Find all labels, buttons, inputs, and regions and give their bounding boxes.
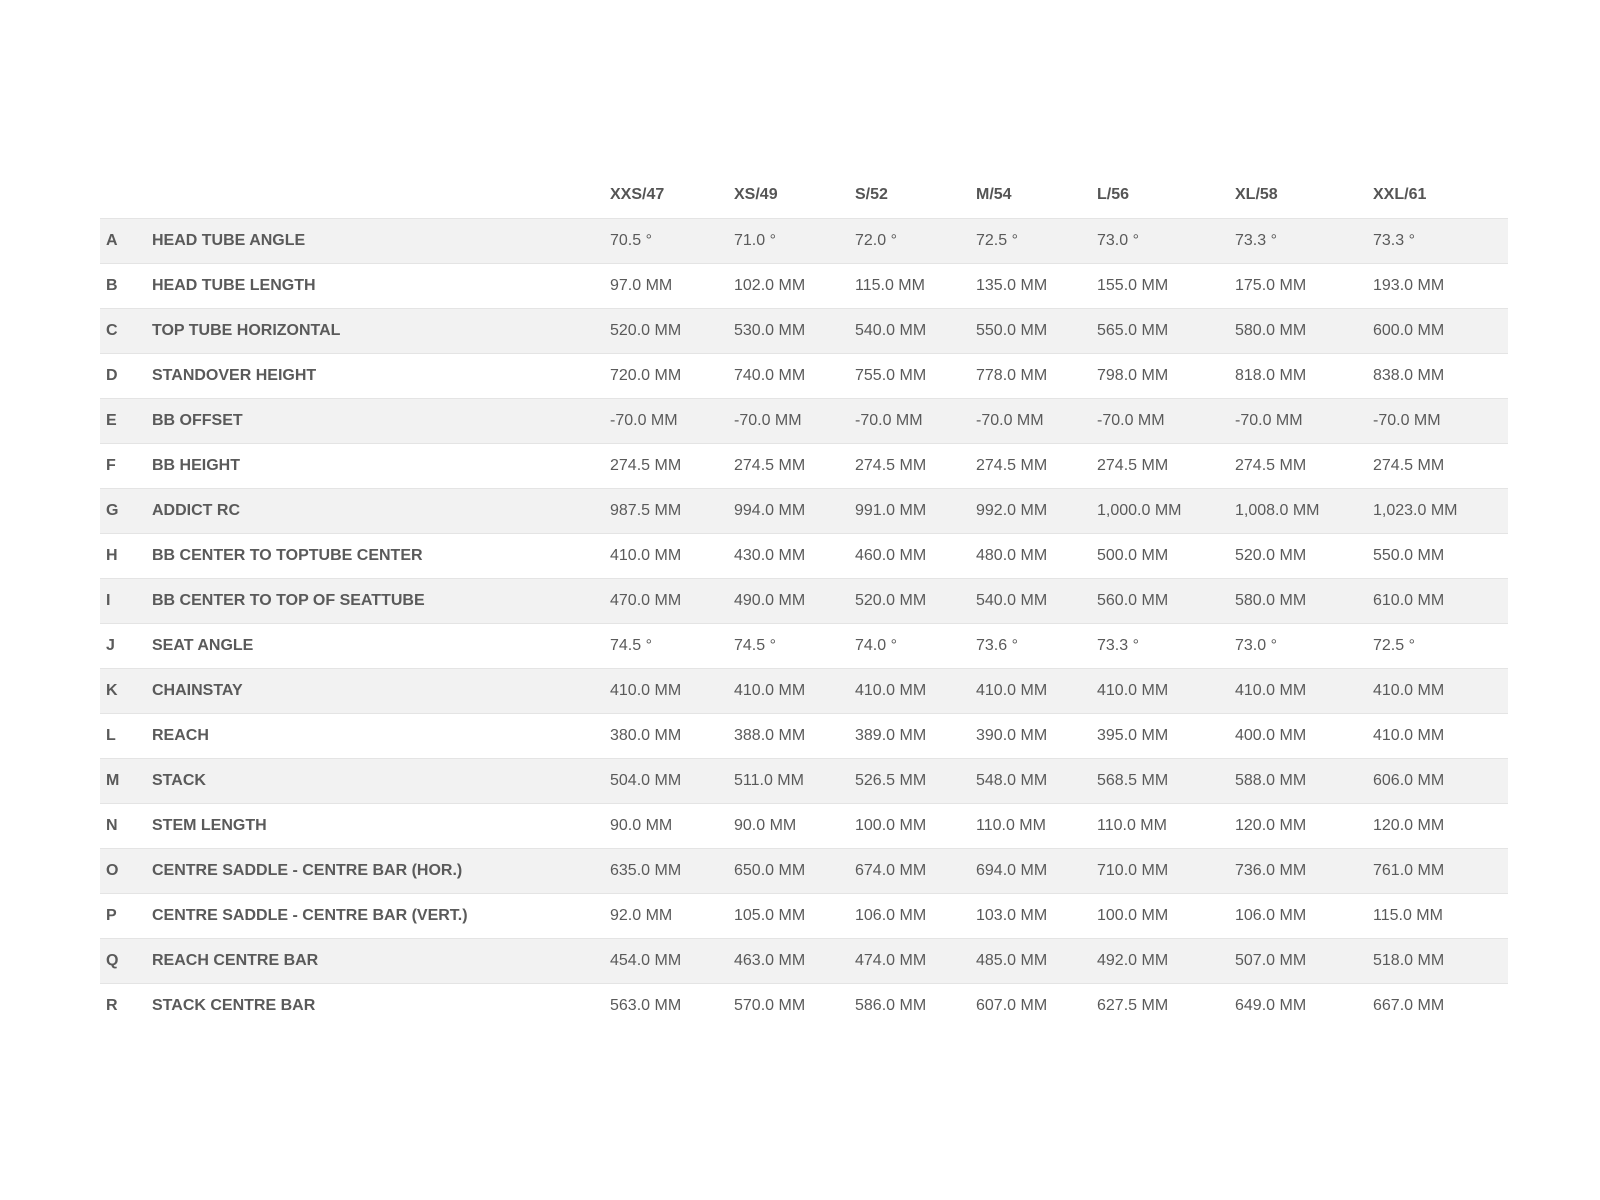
measurement-cell: 994.0 MM [734, 489, 855, 534]
measurement-cell: 410.0 MM [610, 534, 734, 579]
measurement-cell: 72.0 ° [855, 219, 976, 264]
table-row [100, 489, 1508, 534]
measurement-cell: 485.0 MM [976, 939, 1097, 984]
size-header: L/56 [1097, 186, 1130, 203]
measurement-cell: 430.0 MM [734, 534, 855, 579]
table-row [100, 669, 1508, 714]
row-label: BB CENTER TO TOP OF SEATTUBE [152, 579, 610, 624]
measurement-cell: 480.0 MM [976, 534, 1097, 579]
table-row [100, 894, 1508, 939]
measurement-cell: 755.0 MM [855, 354, 976, 399]
measurement-cell: 490.0 MM [734, 579, 855, 624]
size-header: XXL/61 [1373, 186, 1427, 203]
measurement-cell: 274.5 MM [855, 444, 976, 489]
row-letter: M [100, 759, 152, 804]
measurement-cell: 987.5 MM [610, 489, 734, 534]
row-letter: D [100, 354, 152, 399]
row-label: TOP TUBE HORIZONTAL [152, 309, 610, 354]
measurement-cell: 274.5 MM [976, 444, 1097, 489]
measurement-cell: 492.0 MM [1097, 939, 1235, 984]
measurement-cell: 410.0 MM [976, 669, 1097, 714]
row-letter: R [100, 984, 152, 1029]
table-row [100, 984, 1508, 1029]
measurement-cell: 580.0 MM [1235, 309, 1373, 354]
measurement-cell: 511.0 MM [734, 759, 855, 804]
table-row [100, 354, 1508, 399]
row-letter: G [100, 489, 152, 534]
measurement-cell: 454.0 MM [610, 939, 734, 984]
measurement-cell: 193.0 MM [1373, 264, 1508, 309]
measurement-cell: 274.5 MM [1373, 444, 1508, 489]
size-header: S/52 [855, 186, 888, 203]
measurement-cell: 274.5 MM [1235, 444, 1373, 489]
measurement-cell: 778.0 MM [976, 354, 1097, 399]
measurement-cell: 740.0 MM [734, 354, 855, 399]
size-header: XS/49 [734, 186, 778, 203]
table-row [100, 264, 1508, 309]
measurement-cell: 103.0 MM [976, 894, 1097, 939]
row-letter: F [100, 444, 152, 489]
measurement-cell: -70.0 MM [855, 399, 976, 444]
measurement-cell: 588.0 MM [1235, 759, 1373, 804]
measurement-cell: 500.0 MM [1097, 534, 1235, 579]
measurement-cell: 1,008.0 MM [1235, 489, 1373, 534]
table-row [100, 579, 1508, 624]
measurement-cell: 570.0 MM [734, 984, 855, 1029]
measurement-cell: 90.0 MM [734, 804, 855, 849]
measurement-cell: 580.0 MM [1235, 579, 1373, 624]
measurement-cell: 274.5 MM [610, 444, 734, 489]
row-letter: P [100, 894, 152, 939]
row-label: CHAINSTAY [152, 669, 610, 714]
measurement-cell: 410.0 MM [1235, 669, 1373, 714]
table-row [100, 939, 1508, 984]
measurement-cell: 105.0 MM [734, 894, 855, 939]
row-letter: Q [100, 939, 152, 984]
row-letter: O [100, 849, 152, 894]
measurement-cell: 410.0 MM [1097, 669, 1235, 714]
measurement-cell: 73.6 ° [976, 624, 1097, 669]
measurement-cell: 74.5 ° [734, 624, 855, 669]
measurement-cell: 106.0 MM [855, 894, 976, 939]
measurement-cell: 550.0 MM [1373, 534, 1508, 579]
measurement-cell: 540.0 MM [976, 579, 1097, 624]
measurement-cell: 1,023.0 MM [1373, 489, 1508, 534]
geometry-table [100, 172, 1508, 1028]
measurement-cell: 390.0 MM [976, 714, 1097, 759]
measurement-cell: 73.3 ° [1373, 219, 1508, 264]
row-letter: A [100, 219, 152, 264]
measurement-cell: 155.0 MM [1097, 264, 1235, 309]
table-row [100, 849, 1508, 894]
measurement-cell: 520.0 MM [855, 579, 976, 624]
measurement-cell: 120.0 MM [1235, 804, 1373, 849]
row-label: CENTRE SADDLE - CENTRE BAR (HOR.) [152, 849, 610, 894]
measurement-cell: 470.0 MM [610, 579, 734, 624]
row-letter: N [100, 804, 152, 849]
measurement-cell: 530.0 MM [734, 309, 855, 354]
measurement-cell: 463.0 MM [734, 939, 855, 984]
measurement-cell: -70.0 MM [1097, 399, 1235, 444]
measurement-cell: 540.0 MM [855, 309, 976, 354]
measurement-cell: 526.5 MM [855, 759, 976, 804]
measurement-cell: 520.0 MM [1235, 534, 1373, 579]
size-header: M/54 [976, 186, 1012, 203]
measurement-cell: 115.0 MM [1373, 894, 1508, 939]
measurement-cell: 400.0 MM [1235, 714, 1373, 759]
row-letter: L [100, 714, 152, 759]
measurement-cell: 106.0 MM [1235, 894, 1373, 939]
measurement-cell: 586.0 MM [855, 984, 976, 1029]
size-header: XXS/47 [610, 186, 665, 203]
table-row [100, 759, 1508, 804]
measurement-cell: 274.5 MM [1097, 444, 1235, 489]
measurement-cell: 73.3 ° [1235, 219, 1373, 264]
measurement-cell: 70.5 ° [610, 219, 734, 264]
geometry-table-body [100, 219, 1508, 1029]
measurement-cell: 563.0 MM [610, 984, 734, 1029]
row-letter: J [100, 624, 152, 669]
measurement-cell: 991.0 MM [855, 489, 976, 534]
measurement-cell: 818.0 MM [1235, 354, 1373, 399]
measurement-cell: 667.0 MM [1373, 984, 1508, 1029]
measurement-cell: 410.0 MM [610, 669, 734, 714]
measurement-cell: 72.5 ° [1373, 624, 1508, 669]
row-letter: E [100, 399, 152, 444]
measurement-cell: 175.0 MM [1235, 264, 1373, 309]
measurement-cell: 74.0 ° [855, 624, 976, 669]
table-row [100, 534, 1508, 579]
table-row [100, 624, 1508, 669]
measurement-cell: 72.5 ° [976, 219, 1097, 264]
measurement-cell: 674.0 MM [855, 849, 976, 894]
row-label: HEAD TUBE LENGTH [152, 264, 610, 309]
measurement-cell: 710.0 MM [1097, 849, 1235, 894]
row-label: STACK [152, 759, 610, 804]
measurement-cell: 410.0 MM [734, 669, 855, 714]
table-row [100, 804, 1508, 849]
measurement-cell: -70.0 MM [976, 399, 1097, 444]
measurement-cell: 100.0 MM [855, 804, 976, 849]
measurement-cell: 395.0 MM [1097, 714, 1235, 759]
measurement-cell: 610.0 MM [1373, 579, 1508, 624]
measurement-cell: -70.0 MM [1235, 399, 1373, 444]
measurement-cell: 694.0 MM [976, 849, 1097, 894]
measurement-cell: 548.0 MM [976, 759, 1097, 804]
measurement-cell: 71.0 ° [734, 219, 855, 264]
measurement-cell: 565.0 MM [1097, 309, 1235, 354]
measurement-cell: 838.0 MM [1373, 354, 1508, 399]
measurement-cell: 274.5 MM [734, 444, 855, 489]
row-letter: K [100, 669, 152, 714]
measurement-cell: 568.5 MM [1097, 759, 1235, 804]
measurement-cell: 606.0 MM [1373, 759, 1508, 804]
measurement-cell: 507.0 MM [1235, 939, 1373, 984]
measurement-cell: 600.0 MM [1373, 309, 1508, 354]
measurement-cell: 798.0 MM [1097, 354, 1235, 399]
measurement-cell: 410.0 MM [855, 669, 976, 714]
size-header: XL/58 [1235, 186, 1278, 203]
measurement-cell: 518.0 MM [1373, 939, 1508, 984]
table-row [100, 714, 1508, 759]
measurement-cell: 115.0 MM [855, 264, 976, 309]
measurement-cell: 550.0 MM [976, 309, 1097, 354]
row-label: CENTRE SADDLE - CENTRE BAR (VERT.) [152, 894, 610, 939]
table-row [100, 399, 1508, 444]
row-letter: H [100, 534, 152, 579]
row-label: ADDICT RC [152, 489, 610, 534]
measurement-cell: -70.0 MM [1373, 399, 1508, 444]
measurement-cell: 389.0 MM [855, 714, 976, 759]
row-label: REACH [152, 714, 610, 759]
header-label-cell [152, 172, 610, 219]
row-label: SEAT ANGLE [152, 624, 610, 669]
measurement-cell: 110.0 MM [976, 804, 1097, 849]
measurement-cell: 474.0 MM [855, 939, 976, 984]
measurement-cell: 73.3 ° [1097, 624, 1235, 669]
measurement-cell: -70.0 MM [610, 399, 734, 444]
measurement-cell: 410.0 MM [1373, 714, 1508, 759]
measurement-cell: 560.0 MM [1097, 579, 1235, 624]
measurement-cell: 135.0 MM [976, 264, 1097, 309]
header-letter-cell [100, 172, 152, 219]
measurement-cell: 97.0 MM [610, 264, 734, 309]
measurement-cell: 73.0 ° [1235, 624, 1373, 669]
measurement-cell: 102.0 MM [734, 264, 855, 309]
measurement-cell: 110.0 MM [1097, 804, 1235, 849]
measurement-cell: 410.0 MM [1373, 669, 1508, 714]
size-header-row [100, 172, 1508, 219]
measurement-cell: 607.0 MM [976, 984, 1097, 1029]
measurement-cell: 100.0 MM [1097, 894, 1235, 939]
measurement-cell: 992.0 MM [976, 489, 1097, 534]
measurement-cell: 520.0 MM [610, 309, 734, 354]
row-label: REACH CENTRE BAR [152, 939, 610, 984]
measurement-cell: 761.0 MM [1373, 849, 1508, 894]
measurement-cell: -70.0 MM [734, 399, 855, 444]
row-letter: C [100, 309, 152, 354]
measurement-cell: 627.5 MM [1097, 984, 1235, 1029]
measurement-cell: 504.0 MM [610, 759, 734, 804]
row-label: BB CENTER TO TOPTUBE CENTER [152, 534, 610, 579]
measurement-cell: 736.0 MM [1235, 849, 1373, 894]
measurement-cell: 388.0 MM [734, 714, 855, 759]
row-label: STANDOVER HEIGHT [152, 354, 610, 399]
measurement-cell: 90.0 MM [610, 804, 734, 849]
measurement-cell: 120.0 MM [1373, 804, 1508, 849]
measurement-cell: 92.0 MM [610, 894, 734, 939]
measurement-cell: 73.0 ° [1097, 219, 1235, 264]
table-row [100, 309, 1508, 354]
row-label: BB OFFSET [152, 399, 610, 444]
table-row [100, 444, 1508, 489]
measurement-cell: 650.0 MM [734, 849, 855, 894]
row-label: HEAD TUBE ANGLE [152, 219, 610, 264]
table-row [100, 219, 1508, 264]
measurement-cell: 649.0 MM [1235, 984, 1373, 1029]
row-label: BB HEIGHT [152, 444, 610, 489]
row-label: STACK CENTRE BAR [152, 984, 610, 1029]
row-letter: I [100, 579, 152, 624]
measurement-cell: 380.0 MM [610, 714, 734, 759]
measurement-cell: 720.0 MM [610, 354, 734, 399]
measurement-cell: 635.0 MM [610, 849, 734, 894]
measurement-cell: 74.5 ° [610, 624, 734, 669]
row-label: STEM LENGTH [152, 804, 610, 849]
measurement-cell: 1,000.0 MM [1097, 489, 1235, 534]
measurement-cell: 460.0 MM [855, 534, 976, 579]
row-letter: B [100, 264, 152, 309]
